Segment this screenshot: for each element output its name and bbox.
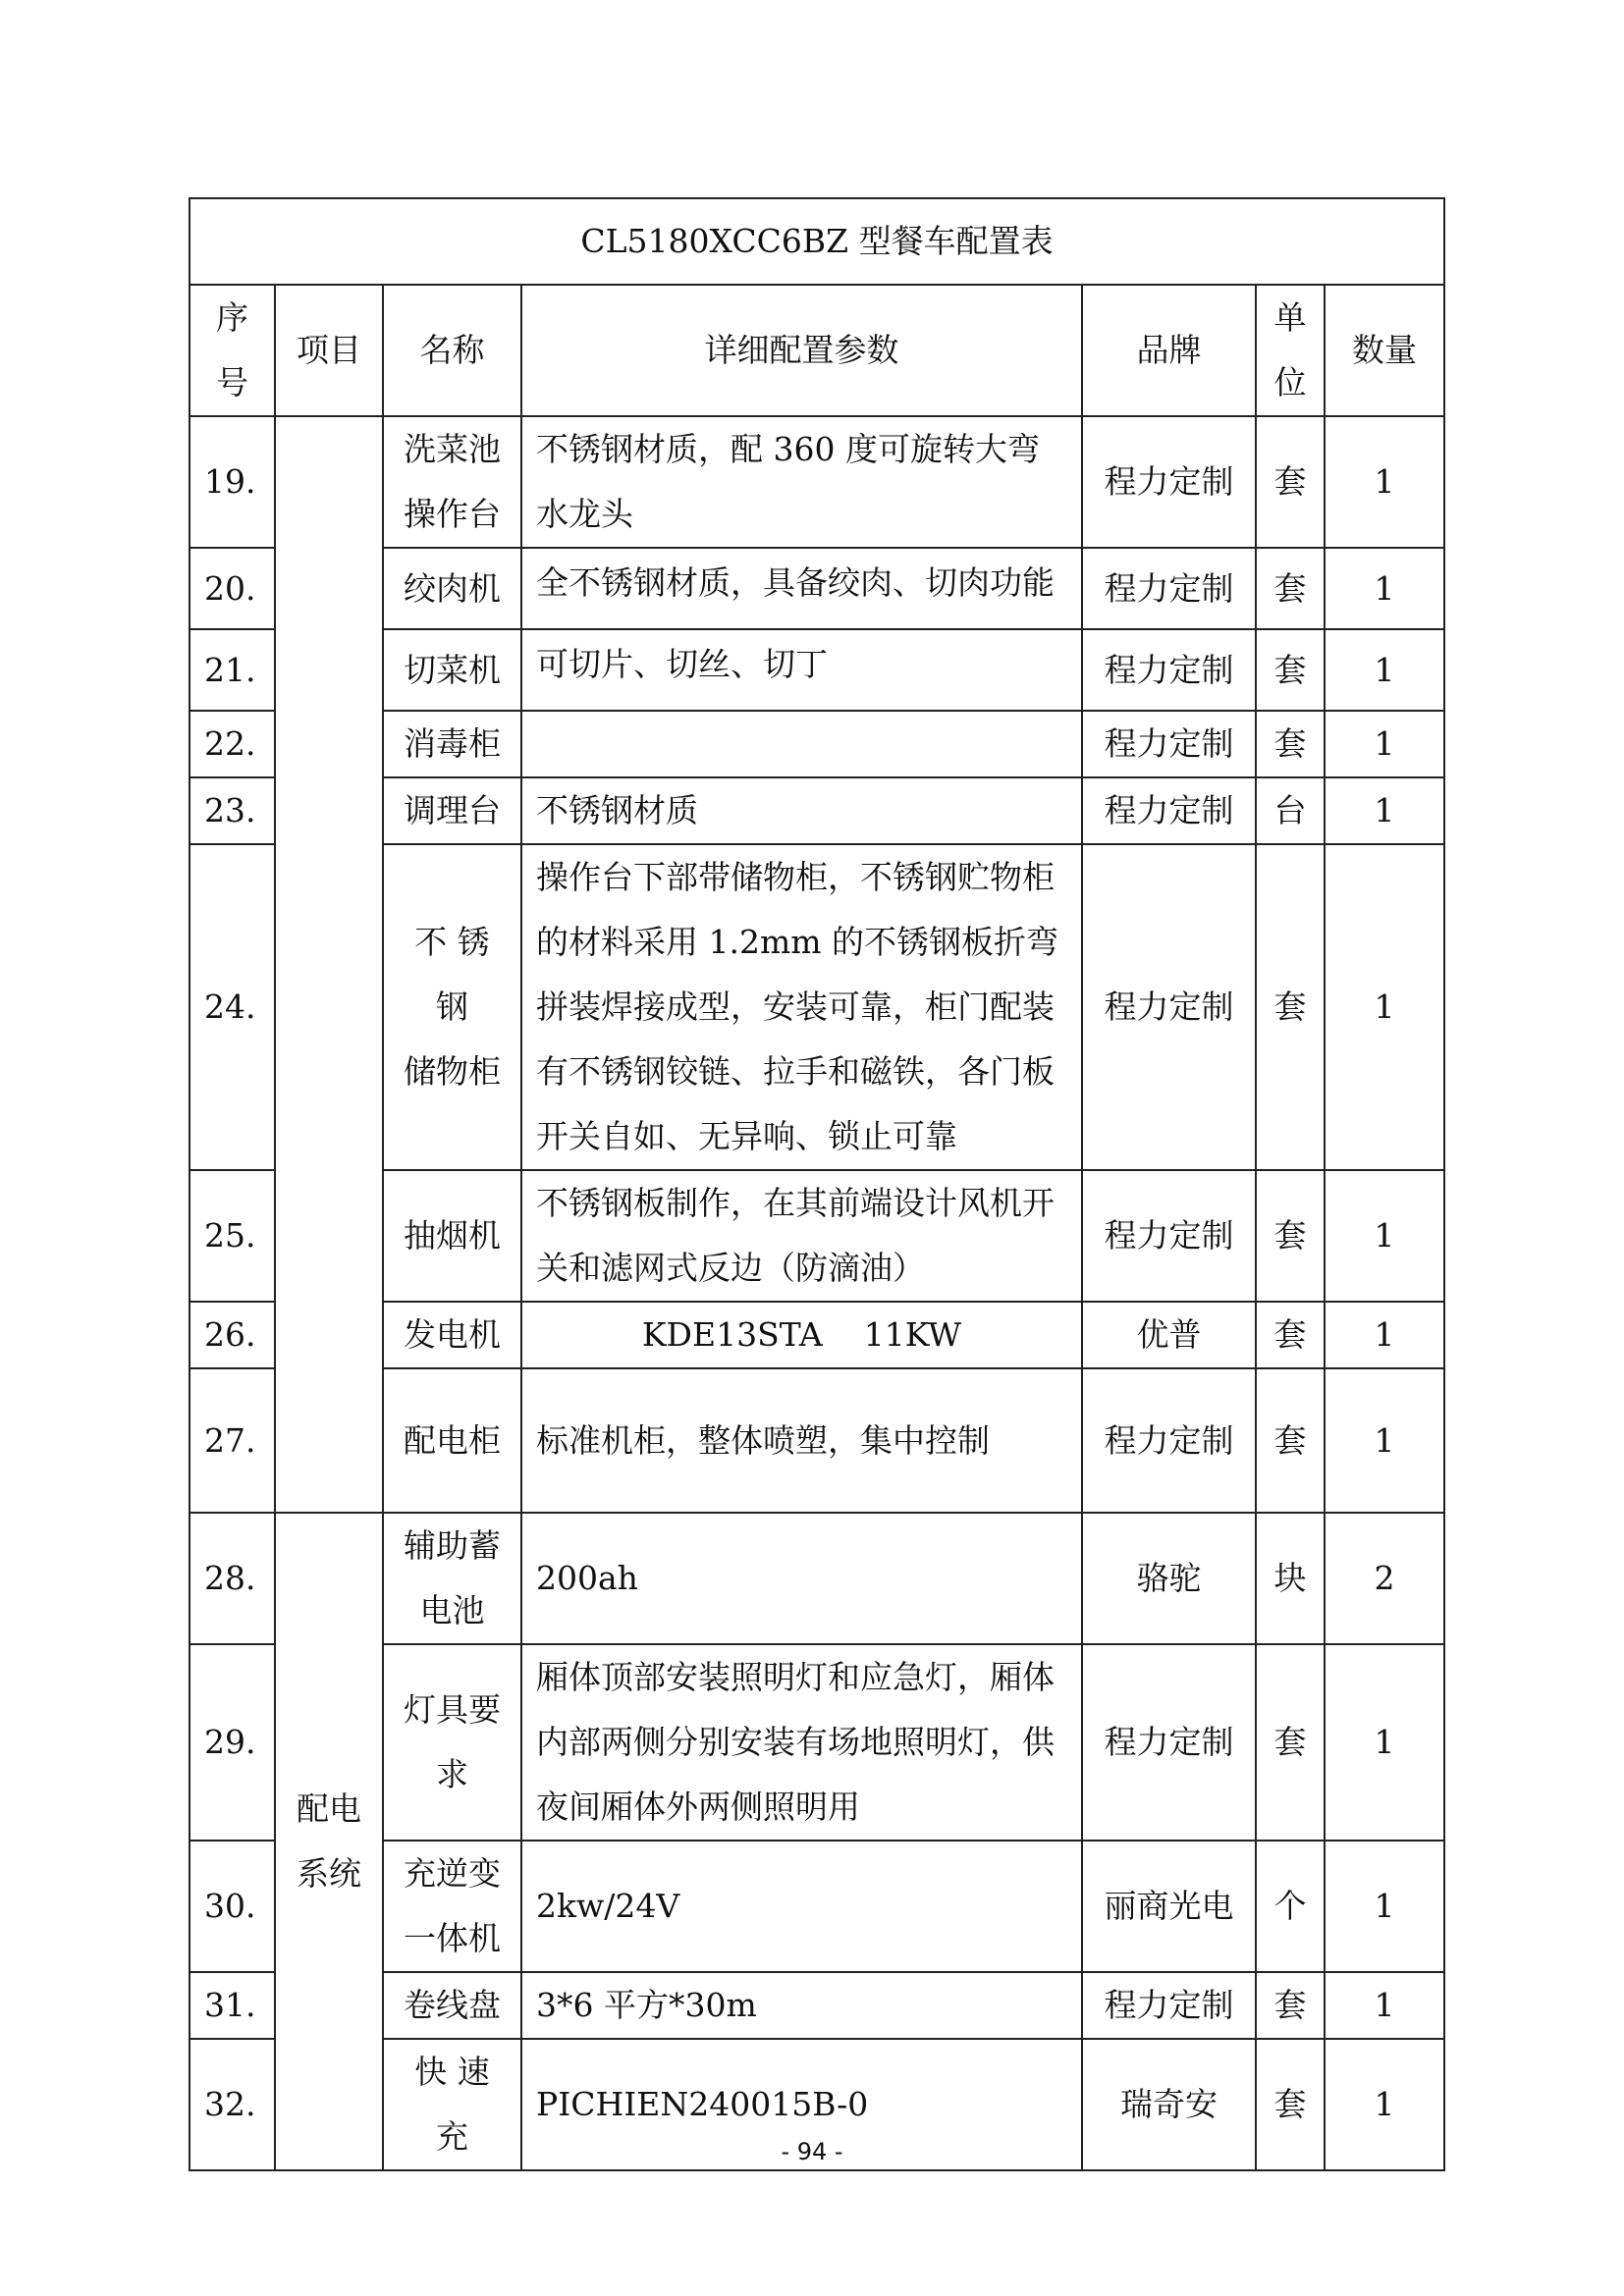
table-header-row: [189, 285, 1444, 416]
row-unit: 套: [1256, 844, 1325, 1170]
row-name: 充逆变 一体机: [383, 1841, 521, 1972]
row-params: 厢体顶部安装照明灯和应急灯，厢体内部两侧分别安装有场地照明灯，供夜间厢体外两侧照明用: [521, 1644, 1082, 1841]
table-title-row: [189, 198, 1444, 285]
row-seq: 27.: [189, 1368, 275, 1513]
row-qty: 1: [1325, 1368, 1444, 1513]
row-brand: 程力定制: [1082, 777, 1256, 844]
row-seq: 32.: [189, 2039, 275, 2170]
row-brand: 程力定制: [1082, 1972, 1256, 2039]
row-unit: 套: [1256, 1368, 1325, 1513]
row-params: 标准机柜，整体喷塑，集中控制: [521, 1368, 1082, 1513]
row-seq: 24.: [189, 844, 275, 1170]
row-seq: 28.: [189, 1513, 275, 1644]
row-params: 操作台下部带储物柜，不锈钢贮物柜的材料采用 1.2mm 的不锈钢板折弯拼装焊接成型，安装可靠，柜门配装有不锈钢铰链、拉手和磁铁，各门板开关自如、无异响、锁止可靠: [521, 844, 1082, 1170]
table-row: [189, 1513, 1444, 1644]
header-params: 详细配置参数: [521, 285, 1082, 416]
row-params: 不锈钢材质: [521, 777, 1082, 844]
row-brand: 程力定制: [1082, 548, 1256, 629]
row-name: 配电柜: [383, 1368, 521, 1513]
row-brand: 程力定制: [1082, 629, 1256, 711]
row-name: 调理台: [383, 777, 521, 844]
row-unit: 套: [1256, 629, 1325, 711]
row-qty: 1: [1325, 711, 1444, 777]
header-brand: 品牌: [1082, 285, 1256, 416]
row-seq: 21.: [189, 629, 275, 711]
row-name: 灯具要 求: [383, 1644, 521, 1841]
row-unit: 套: [1256, 548, 1325, 629]
row-params: 全不锈钢材质，具备绞肉、切肉功能: [521, 548, 1082, 629]
row-brand: 程力定制: [1082, 1368, 1256, 1513]
row-params: 200ah: [521, 1513, 1082, 1644]
header-seq: 序 号: [189, 285, 275, 416]
row-brand: 丽商光电: [1082, 1841, 1256, 1972]
row-params: KDE13STA 11KW: [521, 1302, 1082, 1368]
row-name: 不 锈 钢 储物柜: [383, 844, 521, 1170]
row-unit: 台: [1256, 777, 1325, 844]
row-unit: 套: [1256, 1170, 1325, 1302]
row-unit: 套: [1256, 1644, 1325, 1841]
row-seq: 23.: [189, 777, 275, 844]
row-name: 抽烟机: [383, 1170, 521, 1302]
row-unit: 套: [1256, 416, 1325, 548]
row-params: PICHIEN240015B-0: [521, 2039, 1082, 2170]
row-qty: 1: [1325, 2039, 1444, 2170]
row-seq: 25.: [189, 1170, 275, 1302]
row-seq: 20.: [189, 548, 275, 629]
row-params: 不锈钢材质，配 360 度可旋转大弯水龙头: [521, 416, 1082, 548]
row-unit: 套: [1256, 1302, 1325, 1368]
row-seq: 29.: [189, 1644, 275, 1841]
row-qty: 1: [1325, 416, 1444, 548]
configuration-table: [189, 197, 1445, 2171]
row-brand: 优普: [1082, 1302, 1256, 1368]
row-qty: 1: [1325, 1972, 1444, 2039]
row-seq: 26.: [189, 1302, 275, 1368]
row-qty: 1: [1325, 1841, 1444, 1972]
item-group-power-system: 配电 系统: [275, 1513, 383, 2170]
row-params: 2kw/24V: [521, 1841, 1082, 1972]
row-params: 可切片、切丝、切丁: [521, 629, 1082, 711]
row-qty: 1: [1325, 1302, 1444, 1368]
row-name: 绞肉机: [383, 548, 521, 629]
row-seq: 22.: [189, 711, 275, 777]
row-qty: 1: [1325, 777, 1444, 844]
row-params: 3*6 平方*30m: [521, 1972, 1082, 2039]
row-unit: 块: [1256, 1513, 1325, 1644]
row-brand: 程力定制: [1082, 844, 1256, 1170]
row-unit: 个: [1256, 1841, 1325, 1972]
header-name: 名称: [383, 285, 521, 416]
row-qty: 2: [1325, 1513, 1444, 1644]
row-name: 快 速 充: [383, 2039, 521, 2170]
row-unit: 套: [1256, 1972, 1325, 2039]
row-brand: 程力定制: [1082, 1644, 1256, 1841]
row-seq: 30.: [189, 1841, 275, 1972]
row-unit: 套: [1256, 2039, 1325, 2170]
header-item: 项目: [275, 285, 383, 416]
row-unit: 套: [1256, 711, 1325, 777]
table-row: [189, 416, 1444, 548]
row-brand: 瑞奇安: [1082, 2039, 1256, 2170]
row-brand: 程力定制: [1082, 416, 1256, 548]
header-qty: 数量: [1325, 285, 1444, 416]
row-name: 发电机: [383, 1302, 521, 1368]
row-qty: 1: [1325, 1644, 1444, 1841]
row-params: [521, 711, 1082, 777]
row-name: 消毒柜: [383, 711, 521, 777]
table-title: CL5180XCC6BZ 型餐车配置表: [189, 198, 1444, 285]
row-qty: 1: [1325, 844, 1444, 1170]
row-brand: 骆驼: [1082, 1513, 1256, 1644]
row-qty: 1: [1325, 548, 1444, 629]
row-qty: 1: [1325, 629, 1444, 711]
row-name: 卷线盘: [383, 1972, 521, 2039]
row-qty: 1: [1325, 1170, 1444, 1302]
header-unit: 单 位: [1256, 285, 1325, 416]
row-seq: 19.: [189, 416, 275, 548]
row-seq: 31.: [189, 1972, 275, 2039]
row-name: 辅助蓄 电池: [383, 1513, 521, 1644]
row-name: 切菜机: [383, 629, 521, 711]
row-brand: 程力定制: [1082, 1170, 1256, 1302]
page-number: - 94 -: [781, 2138, 843, 2165]
row-params: 不锈钢板制作，在其前端设计风机开关和滤网式反边（防滴油）: [521, 1170, 1082, 1302]
item-group-kitchen: [275, 416, 383, 1513]
row-name: 洗菜池 操作台: [383, 416, 521, 548]
row-brand: 程力定制: [1082, 711, 1256, 777]
